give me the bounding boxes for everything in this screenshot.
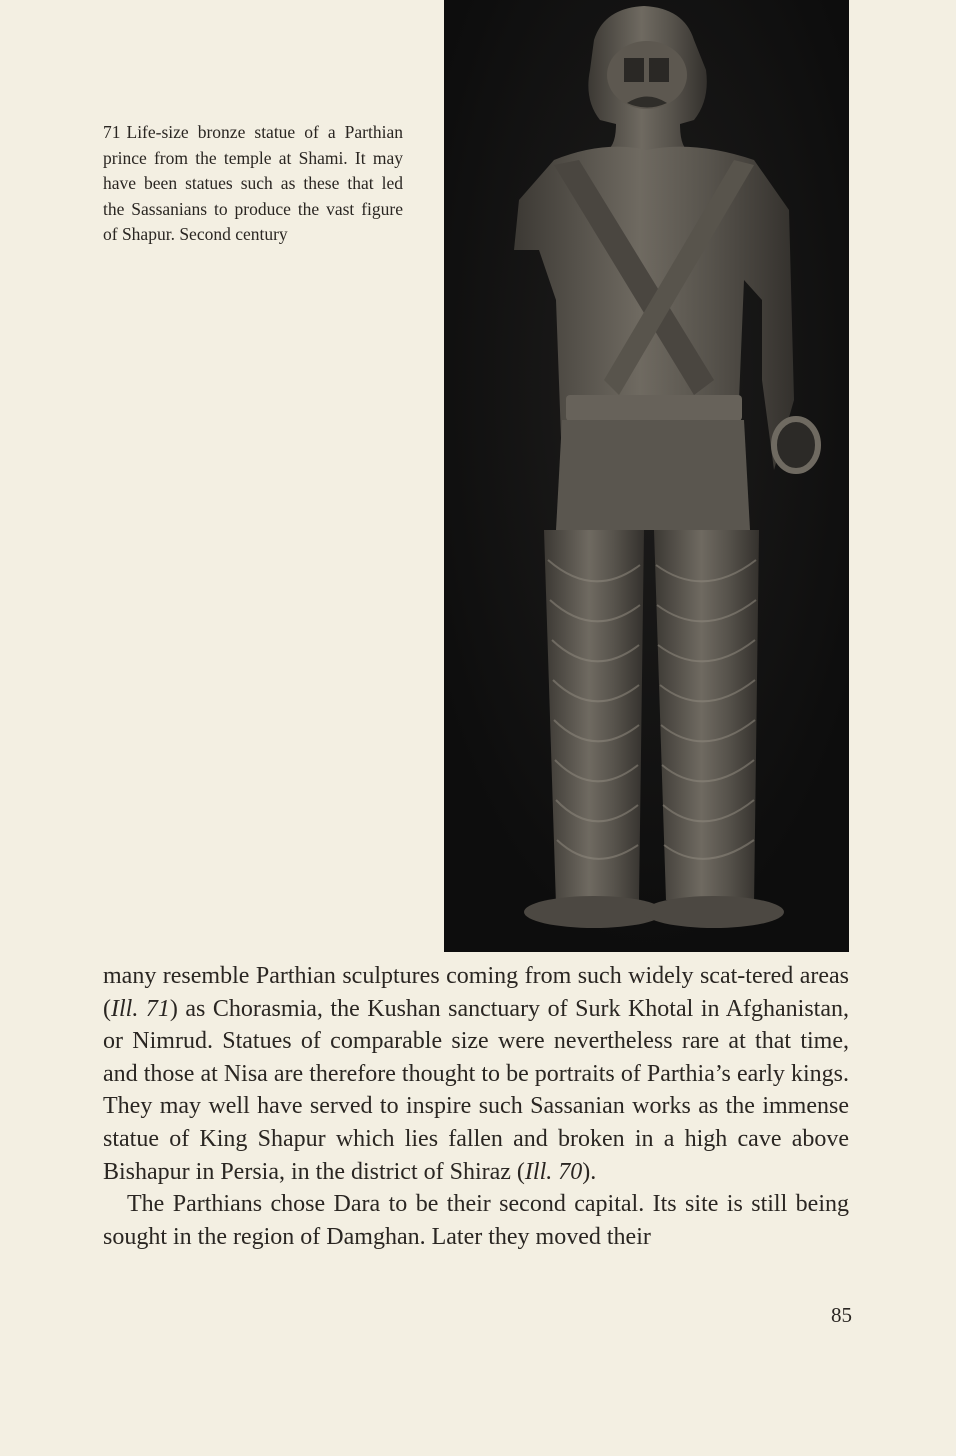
page-number: 85: [831, 1303, 852, 1327]
paragraph-1: many resemble Parthian sculptures coming from such widely scat-tered areas (Ill. 71) as Chorasmia, the Kushan sanctuary of Surk Khotal in Afghanistan, or Nimrud. Statues of comparable size were nevertheless rare at that time, and those at Nisa are therefore thought to be portraits of Parthia’s early kings. They may well have served to inspire such Sassanian works as the immense statue of King Shapur which lies fallen and broken in a high cave above Bishapur in Persia, in the district of Shiraz (Ill. 70).: [103, 963, 849, 1185]
paragraph-2: The Parthians chose Dara to be their second capital. Its site is still being sought in the region of Damghan. Later they moved their: [103, 1191, 849, 1250]
body-text: [103, 960, 849, 1253]
caption-text: Life-size bronze statue of a Parthian prince from the temple at Shami. It may have been statues such as these that led the Sassanians to produce the vast figure of Shapur. Second century: [103, 122, 403, 245]
figure-caption: [103, 120, 403, 248]
ill-ref-70: Ill. 70: [524, 1158, 583, 1185]
ill-ref-71: Ill. 71: [111, 995, 170, 1022]
caption-number: 71: [103, 122, 121, 142]
statue-photograph: [444, 0, 849, 952]
